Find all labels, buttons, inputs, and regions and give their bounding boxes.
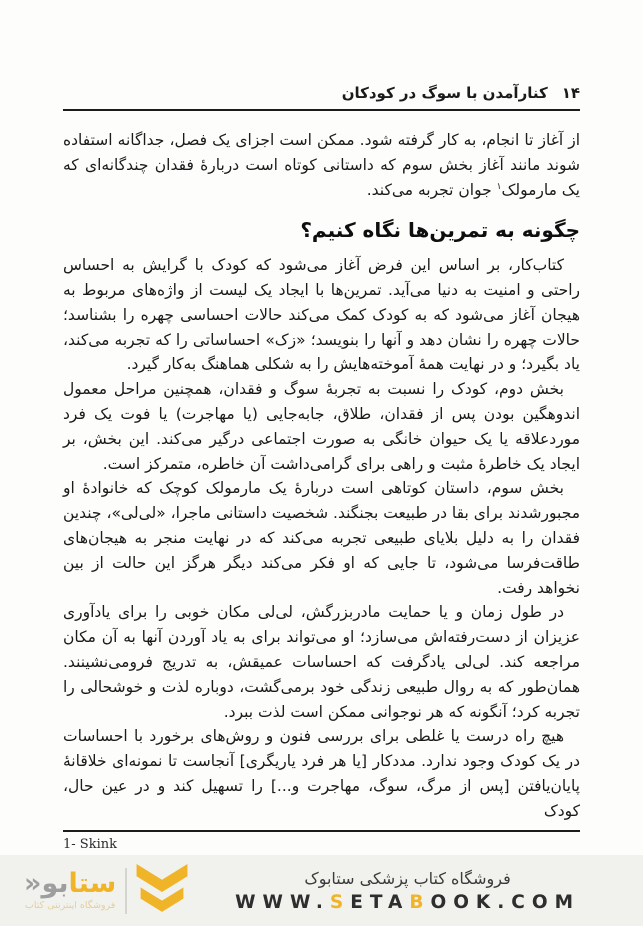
running-head [63,84,580,111]
footnote [63,830,580,852]
url-s-gold: S [329,891,351,913]
body-paragraph: در طول زمان و یا حمایت مادربزرگش، لی‌لی مکان خوبی را برای یادآوری عزیزان از دست‌رفته‌اش می‌سازد؛ او می‌تواند برای به یاد آوردن آنها به آن مکان مراجعه کند. لی‌لی یادگرفت که احساسات عمیقش، به تدریج فرومی‌نشینند. همان‌طور که به روال طبیعی زندگی خود برمی‌گشت، دوباره لذت و خوشحالی را تجربه کرد؛ آنگونه که هر نوجوانی ممکن است لذت ببرد. [63,603,580,721]
logo-divider [125,868,127,914]
intro-text-after-ref: جوان تجربه می‌کند. [366,180,497,199]
body-paragraph: بخش دوم، کودک را نسبت به تجربهٔ سوگ و فقدان، همچنین مراحل معمول اندوهگین بودن پس از فقدان، طلاق، جابه‌جایی (یا مهاجرت) یا فوت یک فرد موردعلاقه یا یک حیوان خانگی به صورت اجتماعی درگیر می‌کند. این بخش، بر ایجاد یک خاطرهٔ مثبت و راهی برای گرامی‌داشت آن خاطره، متمرکز است. [63,380,580,473]
url-rest: OOK.COM [430,891,580,913]
body-paragraph: کتاب‌کار، بر اساس این فرض آغاز می‌شود که کودک با گرایش به احساس راحتی و امنیت به دنیا می‌آید. تمرین‌ها با ایجاد یک لیست از واژه‌های مربوط به هیجان آغاز می‌شود که به کودک کمک می‌کند حالات احساسی چهره را بشناسد؛ حالات چهره را نشان دهد و آنها را بنویسد؛ «زک» احساساتی را که تجربه می‌کند، یاد بگیرد؛ و در نهایت همهٔ آموخته‌هایش را به شکلی هماهنگ به‌کار گیرد. [63,256,580,374]
section-heading: چگونه به تمرین‌ها نگاه کنیم؟ [300,218,580,243]
setabook-wordmark [24,870,116,911]
footnote-reference: ۱ [496,181,502,192]
publisher-footer [0,855,643,926]
wordmark-yellow-part: ستا [68,868,117,899]
intro-text-before-ref: از آغاز تا انجام، به کار گرفته شود. ممکن است اجزای یک فصل، جداگانه استفاده شوند مانند آغاز بخش سوم که داستانی کوتاه است دربارهٔ فقدان چندگانه‌ای که یک مارمولک [63,131,580,199]
url-www: WWW. [235,891,330,913]
setabook-wordmark-text [24,870,116,898]
url-b-gold: B [409,891,431,913]
publisher-info [235,869,580,913]
setabook-logo [24,863,188,919]
page-body [63,128,580,824]
url-eta: ETA [350,891,410,913]
wordmark-kaf-mark: « [24,868,42,899]
book-title: کنارآمدن با سوگ در کودکان [341,84,548,102]
body-paragraph: بخش سوم، داستان کوتاهی است دربارهٔ یک مارمولک کوچک که خانوادهٔ او مجبورشدند برای بقا در طبیعت بجنگند. شخصیت داستانی ماجرا، «لی‌لی»، چندین فقدان را به دلیل بلایای طبیعی تجربه می‌کند که در نهایت منجر به هیجان‌های طاقت‌فرسا می‌شود، تا جایی که او فکر می‌کند دیگر هرگز این حالت از بین نخواهد رفت. [63,479,580,597]
page-number: ۱۴ [561,84,580,102]
wordmark-gray-part: بو [41,868,69,899]
setabook-chevron-icon [136,863,188,919]
intro-paragraph [63,128,580,202]
website-url [235,892,580,913]
logo-subtitle: فروشگاه اینترنتی کتاب [24,900,116,911]
store-tagline: فروشگاه کتاب پزشکی ستابوک [304,868,511,888]
footnote-text: 1- Skink [63,837,117,852]
body-paragraph: هیچ راه درست یا غلطی برای بررسی فنون و روش‌های برخورد با احساسات در یک کودک وجود ندارد. مددکار [یا هر فرد یاریگری] آنجاست تا نمونه‌ای خلاقانهٔ پایان‌یافتن [پس از مرگ، سوگ، مهاجرت و...] را تسهیل کند و در عین حال، کودک [63,727,580,820]
